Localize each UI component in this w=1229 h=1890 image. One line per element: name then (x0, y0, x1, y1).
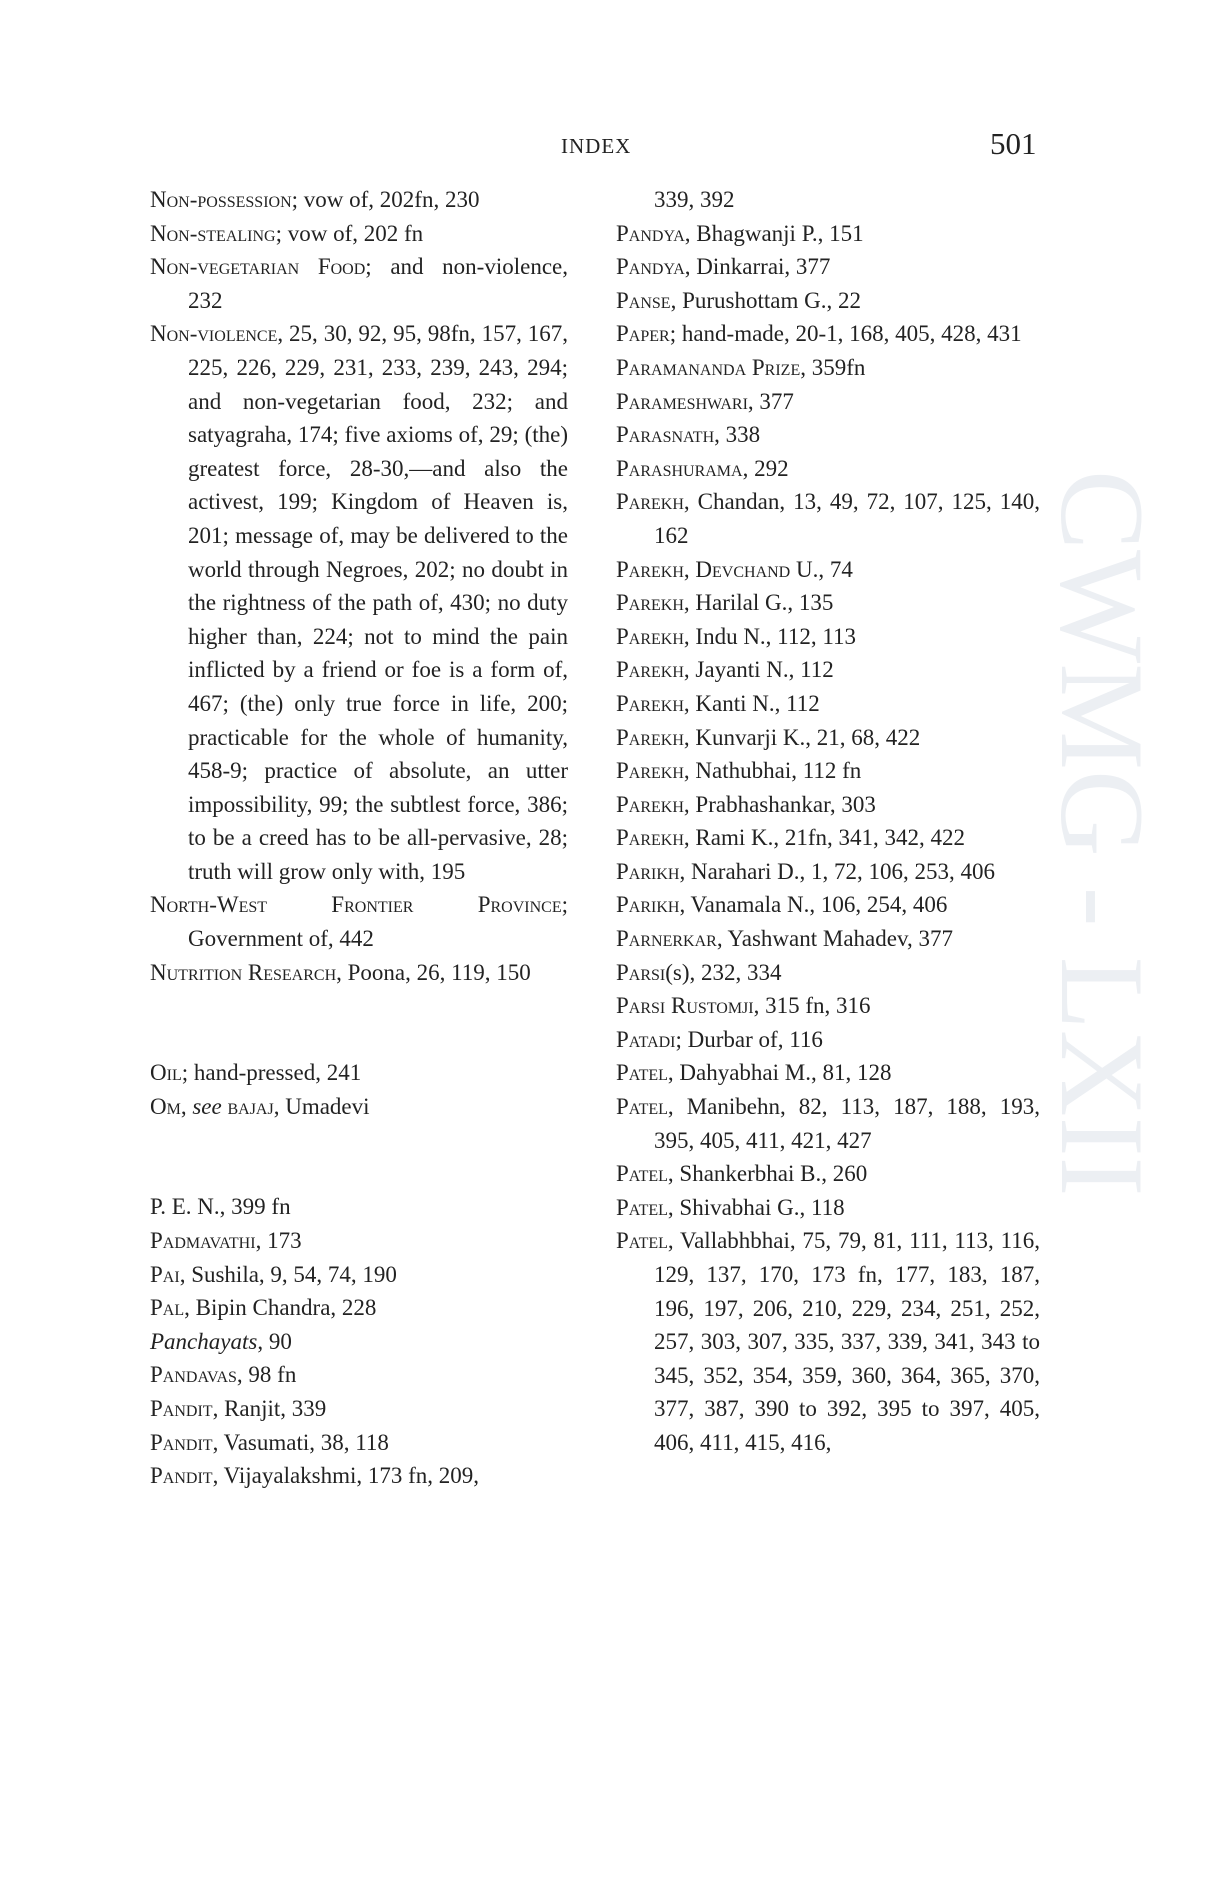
index-entry: Nutrition Research, Poona, 26, 119, 150 (150, 959, 531, 985)
index-entry: Paramananda Prize, 359fn (616, 354, 866, 380)
index-entry: Parikh, Narahari D., 1, 72, 106, 253, 406 (616, 858, 996, 884)
index-entry: Parekh, Indu N., 112, 113 (616, 623, 856, 649)
index-entry: Parekh, Harilal G., 135 (616, 590, 834, 616)
index-entry: Non-stealing; vow of, 202 fn (150, 220, 424, 246)
index-entry: Parekh, Kunvarji K., 21, 68, 422 (616, 724, 921, 750)
continued-entry: 339, 392 (654, 187, 735, 212)
index-entry: P. E. N., 399 fn (150, 1194, 291, 1220)
index-entry: Patel, Shivabhai G., 118 (616, 1194, 845, 1220)
index-entry: Parekh, Devchand U., 74 (616, 556, 853, 582)
index-entry: Parasnath, 338 (616, 422, 761, 448)
index-entry: Padmavathi, 173 (150, 1228, 302, 1254)
index-entry: Patel, Vallabhbhai, 75, 79, 81, 111, 113, 116, 129, 137, 170, 173 fn, 177, 183, 187, 196, 197, 206, 210, 229, 234, 251, 252, 257, 303, 307, 335, 337, 339, 341, 343 to 345, 352, 354, 359, 360, 364, 365, 370, 377, 387, 390 to 392, 395 to 397, 405, 406, 411, 415, 416, (616, 1228, 1040, 1455)
index-entry: Panchayats, 90 (150, 1328, 292, 1354)
index-entry: Oil; hand-pressed, 241 (150, 1060, 362, 1086)
index-entry: Non-violence, 25, 30, 92, 95, 98fn, 157, 167, 225, 226, 229, 231, 233, 239, 243, 294; and non-vegetarian food, 232; and satyagraha, 174; five axioms of, 29; (the) greatest force, 28-30,—and also the activest, 199; Kingdom of Heaven is, 201; message of, may be delivered to the world through Negroes, 202; no doubt in the rightness of the path of, 430; no duty higher than, 224; not to mind the pain inflicted by a friend or foe is a form of, 467; (the) only true force in life, 200; practicable for the whole of humanity, 458-9; practice of absolute, an utter impossibility, 99; the subtlest force, 386; to be a creed has to be all-pervasive, 28; truth will grow only with, 195 (150, 321, 568, 884)
index-entry: Parikh, Vanamala N., 106, 254, 406 (616, 892, 948, 918)
index-entry: Parekh, Rami K., 21fn, 341, 342, 422 (616, 825, 966, 851)
page-number: 501 (990, 126, 1037, 161)
index-entry: Pal, Bipin Chandra, 228 (150, 1295, 377, 1321)
index-entry: Patel, Manibehn, 82, 113, 187, 188, 193, 395, 405, 411, 421, 427 (616, 1094, 1040, 1153)
index-entry: Parashurama, 292 (616, 455, 789, 481)
index-entry: Om, see bajaj, Umadevi (150, 1093, 370, 1119)
index-entry: Non-possession; vow of, 202fn, 230 (150, 187, 480, 212)
index-entry: Pandit, Vasumati, 38, 118 (150, 1429, 389, 1455)
left-column (150, 183, 568, 1493)
index-entry: Panse, Purushottam G., 22 (616, 287, 861, 313)
index-entry: Parekh, Jayanti N., 112 (616, 657, 834, 683)
index-entry: Patadi; Durbar of, 116 (616, 1026, 823, 1052)
index-entry: Patel, Dahyabhai M., 81, 128 (616, 1060, 892, 1086)
index-entry: Paper; hand-made, 20-1, 168, 405, 428, 431 (616, 321, 1022, 347)
index-entry: Parnerkar, Yashwant Mahadev, 377 (616, 926, 953, 952)
index-entry: Parsi(s), 232, 334 (616, 959, 782, 985)
index-entry: Pandya, Bhagwanji P., 151 (616, 220, 864, 246)
index-entry: Parekh, Nathubhai, 112 fn (616, 758, 862, 784)
index-entry: Pandit, Ranjit, 339 (150, 1396, 327, 1421)
index-entry: Parekh, Kanti N., 112 (616, 690, 820, 716)
index-entry: Pai, Sushila, 9, 54, 74, 190 (150, 1261, 397, 1287)
right-column (616, 183, 1040, 1460)
index-entry: Pandya, Dinkarrai, 377 (616, 254, 831, 280)
index-entry: Parekh, Chandan, 13, 49, 72, 107, 125, 140, 162 (616, 489, 1040, 548)
index-entry: Non-vegetarian Food; and non-violence, 232 (150, 254, 568, 313)
watermark: CWMG - LXII (1036, 470, 1169, 1197)
index-entry: Pandit, Vijayalakshmi, 173 fn, 209, (150, 1463, 480, 1489)
index-entry: North-West Frontier Province; Government of, 442 (150, 892, 568, 952)
index-entry: Parsi Rustomji, 315 fn, 316 (616, 993, 871, 1019)
running-header: INDEX (561, 134, 632, 158)
index-entry: Parekh, Prabhashankar, 303 (616, 791, 876, 817)
index-entry: Pandavas, 98 fn (150, 1362, 297, 1388)
index-entry: Patel, Shankerbhai B., 260 (616, 1161, 868, 1187)
index-entry: Parameshwari, 377 (616, 388, 794, 414)
